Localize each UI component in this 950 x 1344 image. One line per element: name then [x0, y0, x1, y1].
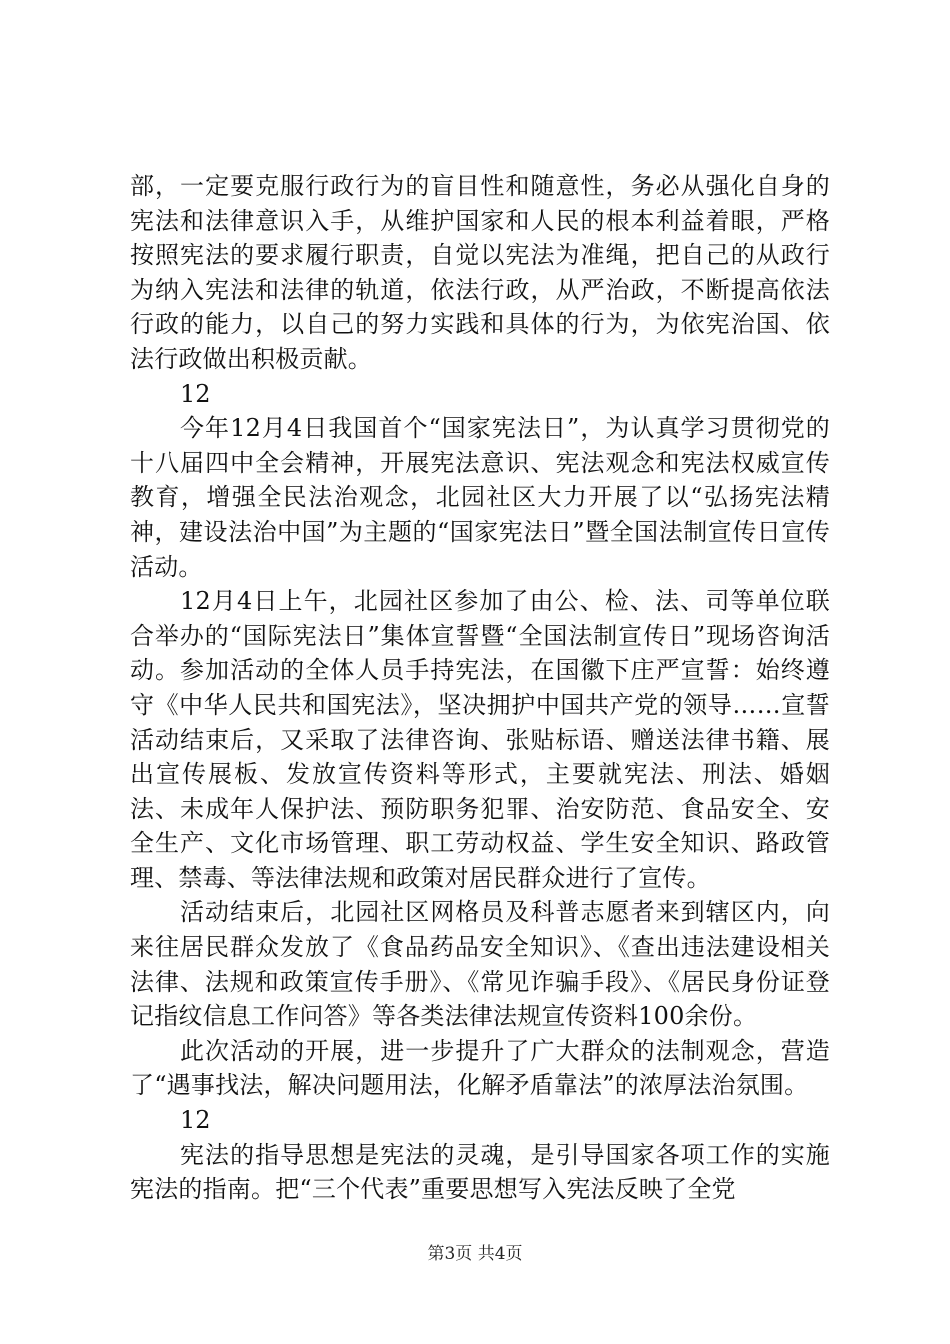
document-body: [130, 169, 830, 1207]
page-number-footer: 第3页 共4页: [427, 1244, 523, 1264]
paragraph: 宪法的指导思想是宪法的灵魂，是引导国家各项工作的实施宪法的指南。把“三个代表”重要思想写入宪法反映了全党: [130, 1140, 830, 1204]
paragraph: 12月4日上午，北园社区参加了由公、检、法、司等单位联合举办的“国际宪法日”集体宣誓暨“全国法制宣传日”现场咨询活动。参加活动的全体人员手持宪法，在国徽下庄严宣誓：始终遵守《中华人民共和国宪法》，坚决拥护中国共产党的领导……宣誓活动结束后，又采取了法律咨询、张贴标语、赠送法律书籍、展出宣传展板、发放宣传资料等形式，主要就宪法、刑法、婚姻法、未成年人保护法、预防职务犯罪、治安防范、食品安全、安全生产、文化市场管理、职工劳动权益、学生安全知识、路政管理、禁毒、等法律法规和政策对居民群众进行了宣传。: [130, 587, 830, 892]
paragraph: 活动结束后，北园社区网格员及科普志愿者来到辖区内，向来往居民群众发放了《食品药品安全知识》、《查出违法建设相关法律、法规和政策宣传手册》、《常见诈骗手段》、《居民身份证登记指纹信息工作问答》等各类法律法规宣传资料100余份。: [130, 898, 830, 1031]
paragraph: 今年12月4日我国首个“国家宪法日”，为认真学习贯彻党的十八届四中全会精神，开展宪法意识、宪法观念和宪法权威宣传教育，增强全民法治观念，北园社区大力开展了以“弘扬宪法精神，建设法治中国”为主题的“国家宪法日”暨全国法制宣传日宣传活动。: [130, 414, 830, 581]
paragraph: 此次活动的开展，进一步提升了广大群众的法制观念，营造了“遇事找法，解决问题用法，化解矛盾靠法”的浓厚法治氛围。: [130, 1036, 830, 1100]
paragraph-continuation: 部，一定要克服行政行为的盲目性和随意性，务必从强化自身的宪法和法律意识入手，从维护国家和人民的根本利益着眼，严格按照宪法的要求履行职责，自觉以宪法为准绳，把自己的从政行为纳入宪法和法律的轨道，依法行政，从严治政，不断提高依法行政的能力，以自己的努力实践和具体的行为，为依宪治国、依法行政做出积极贡献。: [130, 172, 830, 373]
section-marker: 12: [180, 1106, 211, 1135]
section-marker: 12: [180, 379, 211, 408]
